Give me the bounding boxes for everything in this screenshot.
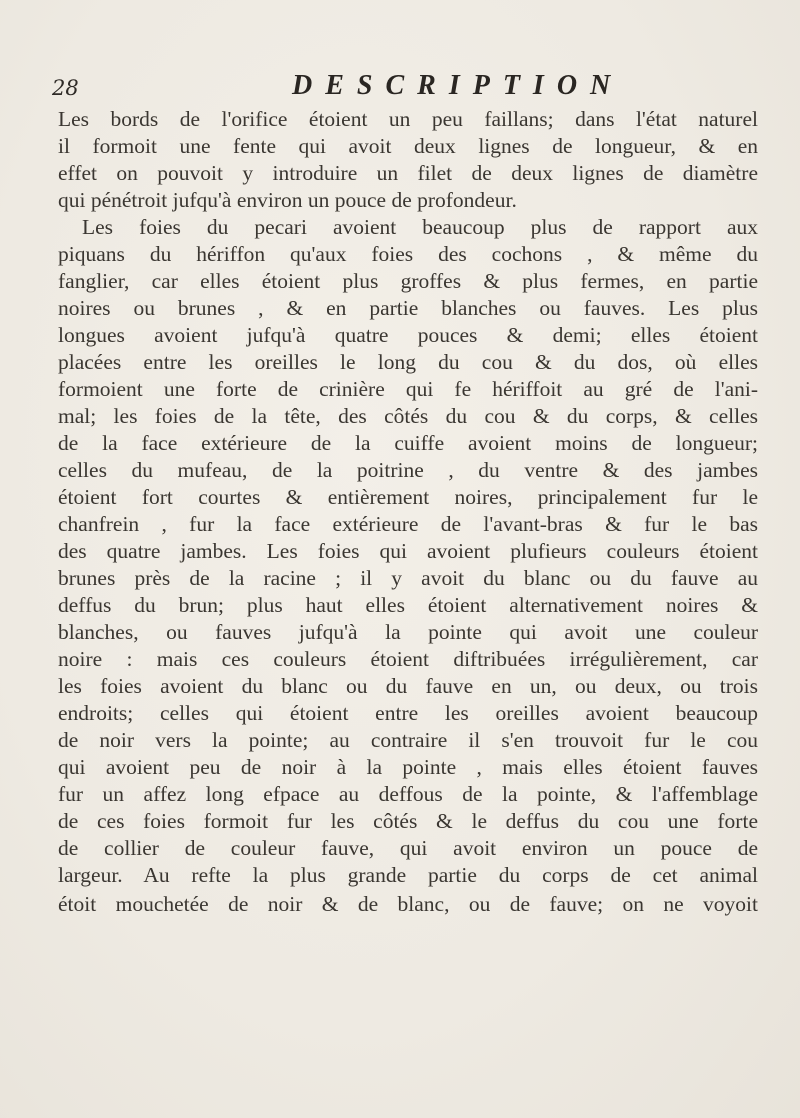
text-line: de noir vers la pointe; au contraire il s'en trouvoit fur le cou (58, 728, 758, 752)
text-line: blanches, ou fauves jufqu'à la pointe qui avoit une couleur (58, 620, 758, 644)
text-line: noires ou brunes , & en partie blanches ou fauves. Les plus (58, 296, 758, 320)
text-line: fanglier, car elles étoient plus groffes & plus fermes, en partie (58, 269, 758, 293)
text-line: formoient une forte de crinière qui fe hériffoit au gré de l'ani- (58, 377, 758, 401)
text-line: brunes près de la racine ; il y avoit du blanc ou du fauve au (58, 566, 758, 590)
text-line: celles du mufeau, de la poitrine , du ventre & des jambes (58, 458, 758, 482)
text-line: qui avoient peu de noir à la pointe , mais elles étoient fauves (58, 755, 758, 779)
text-line: noire : mais ces couleurs étoient diftribuées irrégulièrement, car (58, 647, 758, 671)
text-line: les foies avoient du blanc ou du fauve en un, ou deux, ou trois (58, 674, 758, 698)
page-number: 28 (52, 76, 79, 100)
text-line: de la face extérieure de la cuiffe avoient moins de longueur; (58, 431, 758, 455)
text-line: Les bords de l'orifice étoient un peu faillans; dans l'état naturel (58, 107, 758, 131)
text-line: chanfrein , fur la face extérieure de l'avant-bras & fur le bas (58, 512, 758, 536)
text-line: fur un affez long efpace au deffous de la pointe, & l'affemblage (58, 782, 758, 806)
text-line: de ces foies formoit fur les côtés & le deffus du cou une forte (58, 809, 758, 833)
text-line: piquans du hériffon qu'aux foies des cochons , & même du (58, 242, 758, 266)
text-line: qui pénétroit jufqu'à environ un pouce de profondeur. (58, 188, 517, 212)
text-line: endroits; celles qui étoient entre les oreilles avoient beaucoup (58, 701, 758, 725)
text-line: des quatre jambes. Les foies qui avoient plufieurs couleurs étoient (58, 539, 758, 563)
text-line: deffus du brun; plus haut elles étoient alternativement noires & (58, 593, 758, 617)
text-line: étoient fort courtes & entièrement noires, principalement fur le (58, 485, 758, 509)
text-line: effet on pouvoit y introduire un filet de deux lignes de diamètre (58, 161, 758, 185)
body-text (58, 106, 758, 918)
running-head: DESCRIPTION (292, 70, 624, 101)
text-line: Les foies du pecari avoient beaucoup plus de rapport aux (82, 215, 758, 239)
text-line: de collier de couleur fauve, qui avoit environ un pouce de (58, 836, 758, 860)
text-line: mal; les foies de la tête, des côtés du cou & du corps, & celles (58, 404, 758, 428)
text-line: largeur. Au refte la plus grande partie du corps de cet animal (58, 863, 758, 887)
text-line: longues avoient jufqu'à quatre pouces & demi; elles étoient (58, 323, 758, 347)
page-header (0, 70, 800, 110)
text-line: il formoit une fente qui avoit deux lignes de longueur, & en (58, 134, 758, 158)
text-line: placées entre les oreilles le long du cou & du dos, où elles (58, 350, 758, 374)
text-line: étoit mouchetée de noir & de blanc, ou de fauve; on ne voyoit (58, 892, 758, 916)
